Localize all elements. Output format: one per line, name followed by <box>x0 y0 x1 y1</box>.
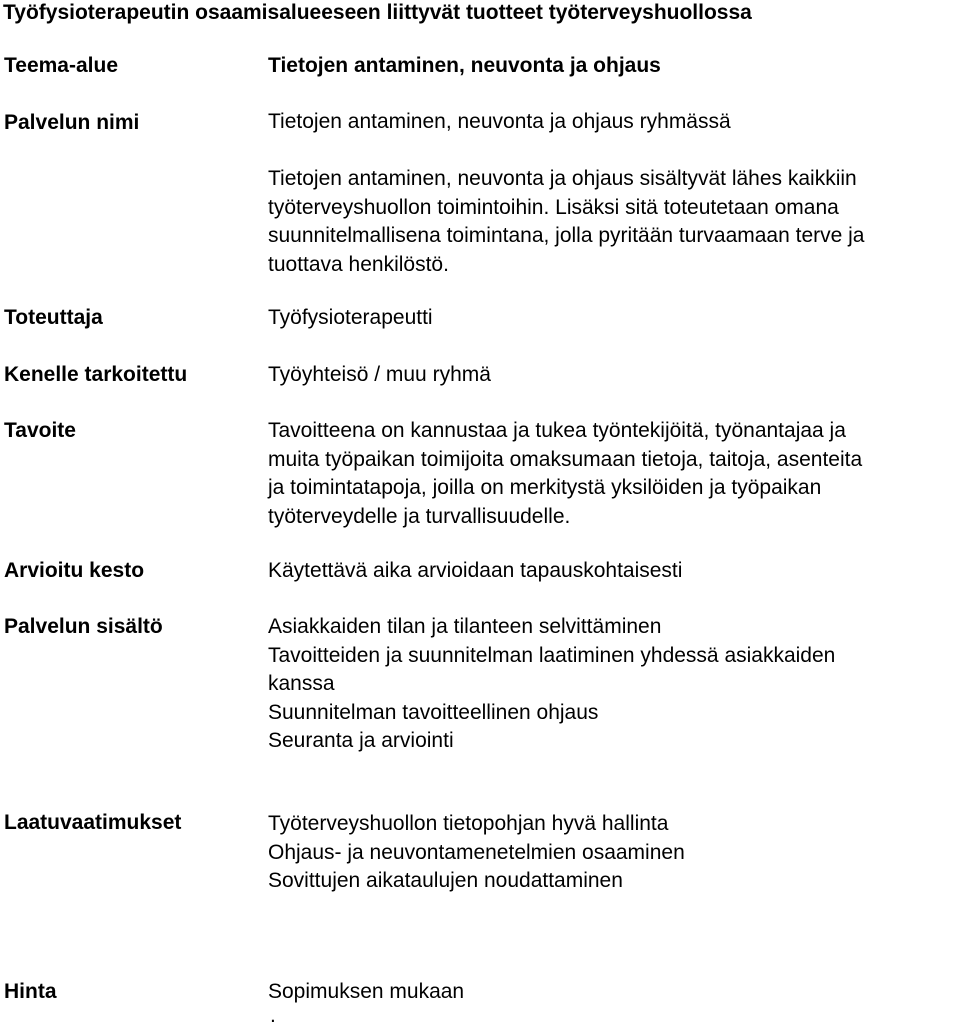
service-description <box>268 165 960 279</box>
tavoite-value <box>268 417 960 531</box>
description-line: tuottava henkilöstö. <box>268 252 449 276</box>
laatuvaatimus-line: Ohjaus- ja neuvontamenetelmien osaaminen <box>268 840 685 864</box>
sisalto-line: kanssa <box>268 672 335 695</box>
teema-alue-label: Teema-alue <box>4 54 118 77</box>
trailing-period: . <box>270 1004 276 1027</box>
teema-alue-value: Tietojen antaminen, neuvonta ja ohjaus <box>268 54 661 77</box>
arvioitu-kesto-value: Käytettävä aika arvioidaan tapauskohtaisesti <box>268 559 683 582</box>
tavoite-line: Tavoitteena on kannustaa ja tukea työntekijöitä, työnantajaa ja <box>268 419 846 442</box>
document-title: Työfysioterapeutin osaamisalueeseen liittyvät tuotteet työterveyshuollossa <box>3 1 752 24</box>
description-line: työterveyshuollon toimintoihin. Lisäksi sitä toteutetaan omana <box>268 195 839 219</box>
arvioitu-kesto-label: Arvioitu kesto <box>4 559 145 582</box>
tavoite-line: ja toimintatapoja, joilla on merkitystä yksilöiden ja työpaikan <box>268 476 822 499</box>
sisalto-line: Tavoitteiden ja suunnitelman laatiminen yhdessä asiakkaiden <box>268 643 836 667</box>
palvelun-sisalto-label: Palvelun sisältö <box>4 615 163 638</box>
palvelun-nimi-label: Palvelun nimi <box>4 111 140 134</box>
description-line: suunnitelmallisena toimintana, jolla pyritään turvaamaan terve ja <box>268 224 865 247</box>
laatuvaatimukset-label: Laatuvaatimukset <box>4 811 182 834</box>
palvelun-sisalto-value <box>268 613 960 756</box>
sisalto-line: Asiakkaiden tilan ja tilanteen selvittäminen <box>268 615 662 638</box>
kenelle-tarkoitettu-value: Työyhteisö / muu ryhmä <box>268 363 491 386</box>
tavoite-line: työterveydelle ja turvallisuudelle. <box>268 504 571 528</box>
toteuttaja-label: Toteuttaja <box>4 306 103 329</box>
description-line: Tietojen antaminen, neuvonta ja ohjaus sisältyvät lähes kaikkiin <box>268 167 857 190</box>
kenelle-tarkoitettu-label: Kenelle tarkoitettu <box>4 363 188 386</box>
laatuvaatimus-line: Sovittujen aikataulujen noudattaminen <box>268 869 623 892</box>
palvelun-nimi-value: Tietojen antaminen, neuvonta ja ohjaus ryhmässä <box>268 110 731 133</box>
hinta-label: Hinta <box>4 980 57 1003</box>
hinta-value: Sopimuksen mukaan <box>268 980 465 1003</box>
sisalto-line: Suunnitelman tavoitteellinen ohjaus <box>268 700 599 724</box>
tavoite-label: Tavoite <box>4 419 76 442</box>
toteuttaja-value: Työfysioterapeutti <box>268 306 433 329</box>
laatuvaatimus-line: Työterveyshuollon tietopohjan hyvä hallinta <box>268 812 669 835</box>
tavoite-line: muita työpaikan toimijoita omaksumaan tietoja, taitoja, asenteita <box>268 447 863 471</box>
laatuvaatimukset-value <box>268 810 960 896</box>
sisalto-line: Seuranta ja arviointi <box>268 729 454 752</box>
